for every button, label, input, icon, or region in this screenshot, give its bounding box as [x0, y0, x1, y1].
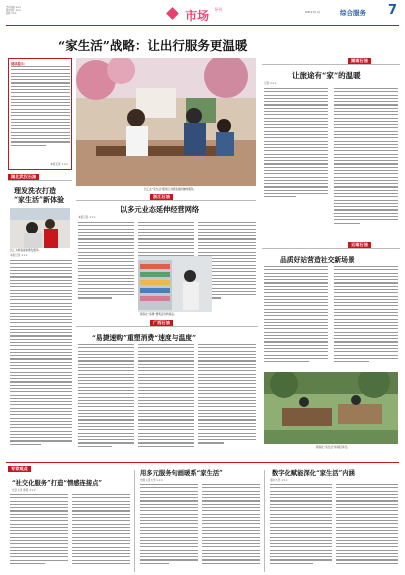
right-story-2-text-col1	[264, 266, 328, 370]
right-story-1-byline: 记者 ×××	[264, 82, 277, 85]
left-story-headline: 理发洗衣打造 “家生活”新体验	[14, 186, 65, 204]
right-story-1-headline: 让旅途有“家”的温暖	[292, 71, 361, 80]
right-story-1-rule	[262, 64, 400, 65]
lead-text	[11, 66, 70, 162]
guangxi-text-col3	[198, 344, 256, 458]
right-story-1-text-col1	[264, 88, 328, 208]
masthead-designer: 版式设计 ×××	[6, 9, 21, 13]
bottom-article-3-byline: 清华大学 ×××	[270, 479, 288, 482]
bottom-article-3-headline: 数字化赋能深化“家生活”内涵	[272, 470, 355, 477]
guangxi-tag: 广西石油	[150, 320, 173, 326]
right-story-2-tag: 云南石油	[348, 242, 371, 248]
right-story-2-text-col2	[334, 266, 398, 370]
guangxi-headline: “易捷速购”重塑消费“速度与温度”	[92, 334, 196, 342]
left-story-text	[10, 260, 72, 460]
left-story-byline: 本报记者 ×××	[10, 254, 28, 257]
top-photo	[76, 58, 256, 186]
guangxi-rule	[76, 326, 258, 327]
bottom-article-1-headline: “社交化服务”打造“情感连接点”	[12, 480, 103, 487]
bottom-article-3-text-col1	[270, 484, 332, 570]
lead-box	[8, 58, 72, 170]
cafe-photo	[76, 58, 256, 186]
bottom-divider-1	[134, 470, 135, 572]
right-story-2-rule	[262, 248, 400, 249]
lead-label: 阅读提示：	[11, 62, 27, 66]
logo-icon	[166, 7, 179, 20]
masthead-rule	[6, 25, 399, 26]
center-story-rule	[76, 200, 256, 201]
left-story-photo-caption: 员工为顾客提供理发服务。	[10, 249, 42, 252]
store-photo	[138, 256, 212, 312]
center-story-text-col1	[78, 222, 134, 306]
bottom-article-3-text-col2	[336, 484, 398, 570]
barber-photo	[10, 208, 70, 248]
right-story-2-headline: 品质好站营造社交新场景	[280, 256, 355, 264]
bottom-article-2-headline: 用多元服务句画暖系“家生活”	[140, 470, 223, 477]
guangxi-text-col2	[138, 344, 194, 458]
bottom-article-2-text-col2	[202, 484, 260, 570]
logo-text: 市场	[185, 9, 210, 23]
center-story-photo	[138, 256, 212, 312]
masthead-left-info	[6, 6, 76, 16]
left-story-photo	[10, 208, 70, 248]
right-story-1-tag: 湖南石油	[348, 58, 371, 64]
center-story-byline: 本报记者 ×××	[78, 216, 96, 219]
bottom-article-2-text-col1	[140, 484, 198, 570]
center-story-headline: 以多元业态延伸经营网络	[120, 205, 200, 214]
main-headline: “家生活”战略：让出行服务更温暖	[58, 38, 248, 53]
top-photo-caption: 员工在“家生活”服务区为顾客提供咖啡服务。	[144, 188, 196, 191]
center-story-tag: 浙江石油	[150, 194, 173, 200]
bottom-divider-2	[264, 470, 265, 572]
bottom-article-1-byline: 北京大学 教授 ×××	[12, 489, 36, 492]
masthead-logo	[168, 7, 248, 23]
left-story-tag: 湖北武汉石油	[8, 174, 39, 180]
page-number: 7	[388, 3, 398, 18]
right-story-2-photo	[264, 372, 398, 444]
masthead-date: 2023年7月×日	[305, 11, 321, 14]
guangxi-text-col1	[78, 344, 134, 458]
section-name: 综合服务	[340, 9, 366, 17]
bottom-section-tag: 专家观点	[8, 466, 31, 472]
right-story-1-text-col2	[334, 88, 398, 238]
masthead-editor: 责任编辑 ×××	[6, 6, 21, 9]
lead-byline: 本报记者 ×××	[50, 163, 68, 167]
bottom-article-1-text-col2	[72, 494, 130, 570]
right-story-2-photo-caption: 顾客在“家生活”休闲区休息。	[316, 446, 350, 449]
bottom-article-2-byline: 中国人民大学 ×××	[140, 479, 163, 482]
left-story-rule	[8, 180, 72, 181]
bottom-section-rule	[6, 462, 399, 463]
center-story-photo-caption: 顾客在“易捷”便利店选购商品。	[140, 313, 177, 316]
logo-subtext: 导刊	[214, 7, 223, 12]
bottom-article-1-text-col1	[10, 494, 68, 570]
masthead-proofreader: 校对 ×××	[6, 12, 17, 16]
lounge-photo	[264, 372, 398, 444]
masthead	[0, 0, 405, 28]
